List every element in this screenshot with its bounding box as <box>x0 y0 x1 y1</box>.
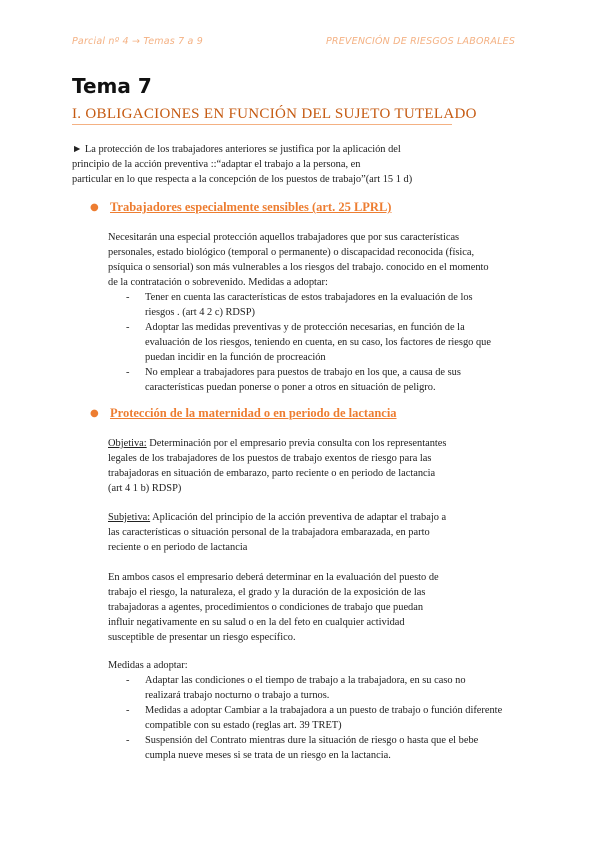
paragraph-text: Determinación por el empresario previa consulta con los representantes <box>146 438 447 449</box>
list-item-line: Medidas a adoptar Cambiar a la trabajadora a un puesto de trabajo o función diferente <box>145 705 503 716</box>
list-item-line: Suspensión del Contrato mientras dure la situación de riesgo o hasta que el bebe <box>145 735 479 746</box>
medidas-label: Medidas a adoptar: <box>108 660 188 671</box>
section2-title: Protección de la maternidad o en periodo de lactancia <box>110 406 397 420</box>
dash-marker: - <box>126 675 130 686</box>
paragraph-line <box>108 510 446 525</box>
list-item-line: Adoptar las medidas preventivas y de protección necesarias, en función de la <box>145 322 465 333</box>
paragraph-line: de la contratación o sobrevenido. Medidas a adoptar: <box>108 277 328 288</box>
list-item-line: riesgos . (art 4 2 c) RDSP) <box>145 307 255 318</box>
paragraph-line: legales de los trabajadores de los puestos de trabajo exentos de riesgo para las <box>108 453 432 464</box>
objetiva-label: Objetiva: <box>108 438 147 449</box>
dash-marker: - <box>126 322 130 333</box>
dash-marker: - <box>126 735 130 746</box>
list-item-line: Adaptar las condiciones o el tiempo de trabajo a la trabajadora, en su caso no <box>145 675 466 686</box>
list-item <box>126 673 502 703</box>
paragraph-line: reciente o en periodo de lactancia <box>108 542 248 553</box>
intro-line: principio de la acción preventiva ::“adaptar el trabajo a la persona, en <box>72 159 361 170</box>
paragraph-line: las características o situación personal de la trabajadora embarazada, en parto <box>108 527 430 538</box>
intro-line: particular en lo que respecta a la concepción de los puestos de trabajo”(art 15 1 d) <box>72 174 413 185</box>
paragraph-text: Aplicación del principio de la acción preventiva de adaptar el trabajo a <box>150 512 447 523</box>
list-item <box>126 320 491 365</box>
paragraph-line: trabajadoras a agentes, procedimientos o condiciones de trabajo que puedan <box>108 602 424 613</box>
list-item <box>126 703 502 733</box>
paragraph-line: psíquica o sensorial) son más vulnerables a los riesgos del trabajo. conocido en el momento <box>108 262 489 273</box>
paragraph-line: influir negativamente en su salud o en la del feto en cualquier actividad <box>108 617 405 628</box>
list-item <box>126 290 491 320</box>
list-item-line: realizará trabajo nocturno o trabajo a turnos. <box>145 690 330 701</box>
list-item-line: No emplear a trabajadores para puestos de trabajo en los que, a causa de sus <box>145 367 461 378</box>
page-title: Tema 7 <box>72 74 152 98</box>
bullet-icon: ● <box>90 202 99 213</box>
dash-marker: - <box>126 367 130 378</box>
ambos-paragraph <box>108 570 439 645</box>
paragraph-line: (art 4 1 b) RDSP) <box>108 483 182 494</box>
heading-underline <box>72 124 452 125</box>
section-heading: I. OBLIGACIONES EN FUNCIÓN DEL SUJETO TUTELADO <box>72 106 477 122</box>
objetiva-paragraph <box>108 436 446 496</box>
paragraph-line: En ambos casos el empresario deberá determinar en la evaluación del puesto de <box>108 572 439 583</box>
subjetiva-paragraph <box>108 510 446 555</box>
list-item <box>126 365 491 395</box>
dash-marker: - <box>126 705 130 716</box>
intro-line: ► La protección de los trabajadores anteriores se justifica por la aplicación del <box>72 144 401 155</box>
section1-title: Trabajadores especialmente sensibles (art. 25 LPRL) <box>110 200 392 214</box>
bullet-icon: ● <box>90 408 99 419</box>
list-item-line: compatible con su estado (reglas art. 39 TRET) <box>145 720 342 731</box>
paragraph-line <box>108 436 446 451</box>
list-item-line: evaluación de los riesgos, teniendo en cuenta, en su caso, los factores de riesgo que <box>145 337 491 348</box>
list-item <box>126 733 502 763</box>
dash-marker: - <box>126 292 130 303</box>
list-item-line: Tener en cuenta las características de estos trabajadores en la evaluación de los <box>145 292 473 303</box>
section2-measures-list <box>126 673 502 763</box>
section1-measures-list <box>126 290 491 395</box>
paragraph-line: trabajo el riesgo, la naturaleza, el grado y la duración de la exposición de las <box>108 587 426 598</box>
list-item-line: características puedan ponerse o poner a otros en situación de peligro. <box>145 382 436 393</box>
paragraph-line: personales, estado biológico (temporal o permanente) o discapacidad reconocida (física, <box>108 247 475 258</box>
subjetiva-label: Subjetiva: <box>108 512 151 523</box>
list-item-line: cumpla nueve meses si se trata de un riesgo en la lactancia. <box>145 750 391 761</box>
paragraph-line: trabajadoras en situación de embarazo, parto reciente o en periodo de lactancia <box>108 468 436 479</box>
header-left: Parcial nº 4 → Temas 7 a 9 <box>72 36 204 47</box>
paragraph-line: Necesitarán una especial protección aquellos trabajadores que por sus características <box>108 232 460 243</box>
list-item-line: puedan incidir en la función de procreación <box>145 352 326 363</box>
paragraph-line: susceptible de presentar un riesgo específico. <box>108 632 296 643</box>
header-right: PREVENCIÓN DE RIESGOS LABORALES <box>326 36 516 47</box>
section1-paragraph <box>108 230 489 290</box>
intro-paragraph <box>72 142 412 187</box>
